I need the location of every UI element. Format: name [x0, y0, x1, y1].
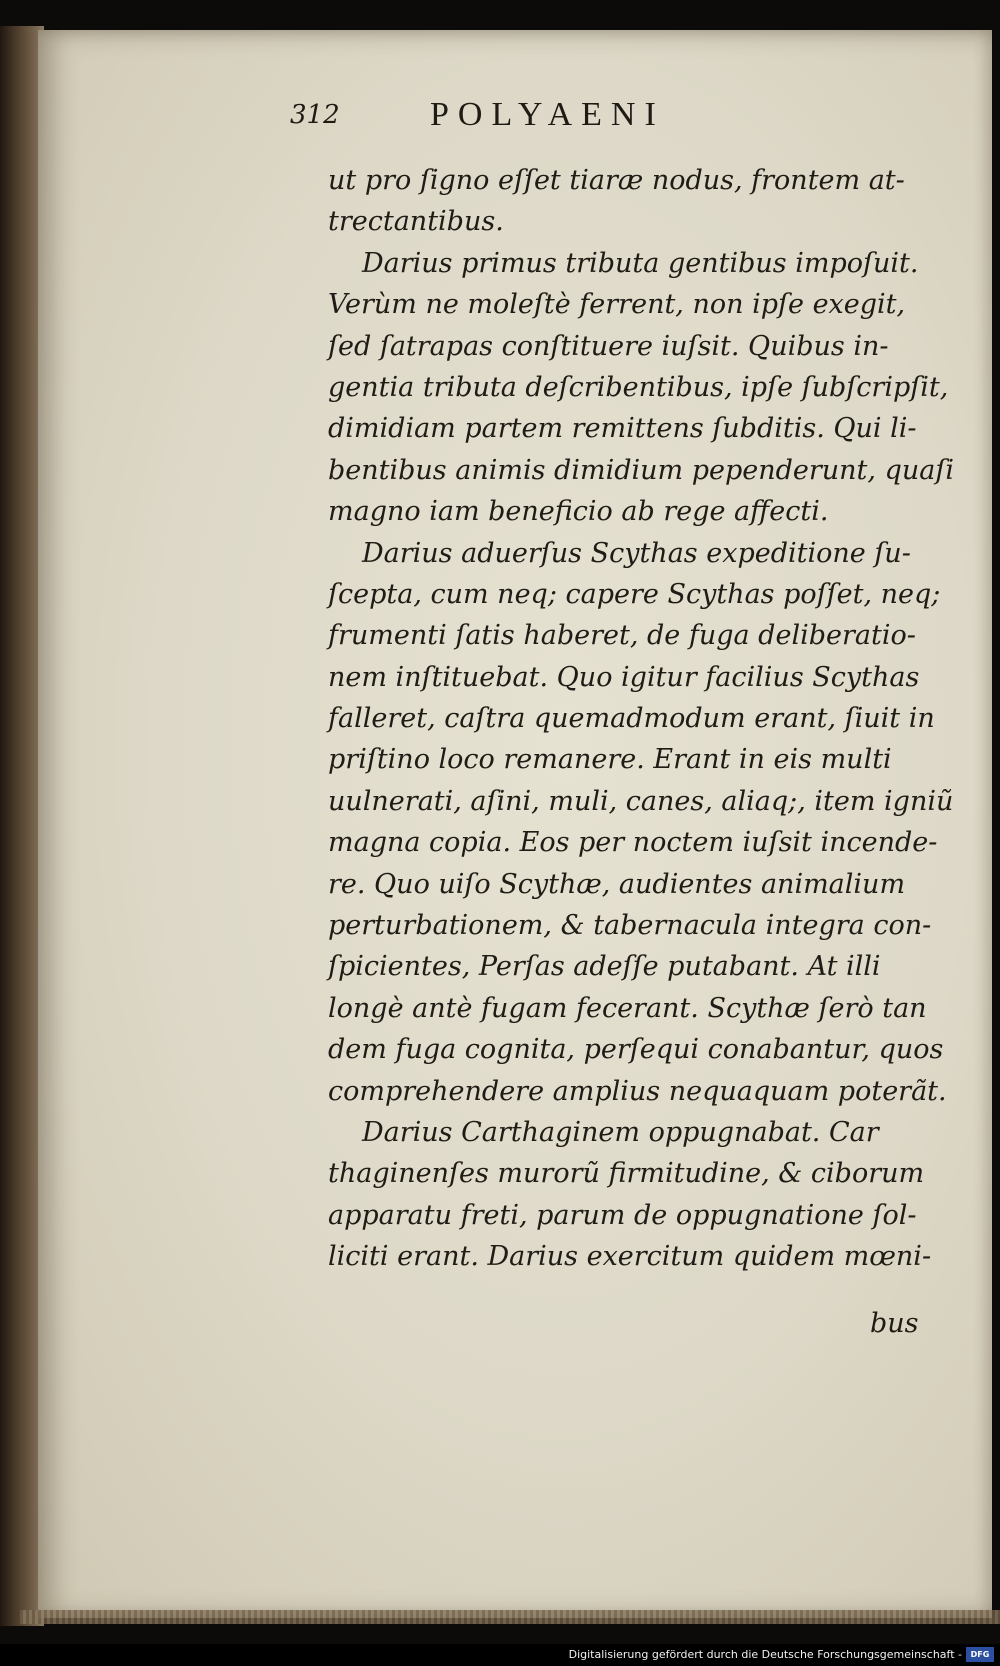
text-line: trectantibus.: [328, 206, 504, 238]
text-line: magna copia. Eos per noctem iuſsit incende-: [328, 827, 938, 859]
text-line: ut pro ſigno eſſet tiaræ nodus, frontem at-: [328, 165, 905, 196]
text-line: gentia tributa deſcribentibus, ipſe ſubſcripſit,: [328, 371, 949, 403]
footer-bar: [0, 1644, 1000, 1666]
text-line: bentibus animis dimidium pependerunt, quaſi: [328, 454, 954, 486]
text-line: re. Quo uiſo Scythæ, audientes animalium: [328, 868, 906, 900]
text-line: apparatu freti, parum de oppugnatione ſol-: [328, 1199, 917, 1231]
text-line: priſtino loco remanere. Erant in eis multi: [328, 744, 892, 776]
running-head: POLYAENI: [430, 96, 665, 133]
digitization-credit: Digitalisierung gefördert durch die Deutsche Forschungsgemeinschaft -: [568, 1648, 962, 1661]
text-line: falleret, caſtra quemadmodum erant, ſiuit in: [328, 703, 935, 735]
text-line: nem inſtituebat. Quo igitur facilius Scythas: [328, 661, 920, 693]
text-line: longè antè fugam fecerant. Scythæ ſerò tan: [328, 992, 927, 1024]
text-line: dimidiam partem remittens ſubditis. Qui li-: [328, 413, 917, 445]
text-line: dem fuga cognita, perſequi conabantur, quos: [328, 1034, 944, 1066]
text-line: thaginenſes murorũ firmitudine, & ciborum: [328, 1158, 925, 1190]
text-line: Verùm ne moleſtè ferrent, non ipſe exegit,: [328, 289, 906, 321]
dfg-logo: DFG: [966, 1647, 994, 1662]
text-line: liciti erant. Darius exercitum quidem mœni-: [328, 1241, 932, 1273]
book-edge-bottom: [20, 1610, 1000, 1624]
catchword: bus: [870, 1308, 919, 1339]
page-header: [290, 92, 750, 144]
page-number: 312: [290, 100, 340, 130]
text-line: perturbationem, & tabernacula integra con-: [328, 910, 932, 942]
text-line: magno iam beneficio ab rege affecti.: [328, 496, 829, 528]
paragraph-start-line: Darius primus tributa gentibus impoſuit.: [362, 247, 919, 279]
text-line: ſpicientes, Perſas adeſſe putabant. At illi: [328, 951, 881, 983]
text-line: ſed ſatrapas conſtituere iuſsit. Quibus in-: [328, 330, 889, 362]
paragraph-start-line: Darius Carthaginem oppugnabat. Car: [362, 1116, 879, 1148]
text-line: ſcepta, cum neq; capere Scythas poſſet, neq;: [328, 578, 941, 610]
paragraph-start-line: Darius aduerſus Scythas expeditione ſu-: [362, 537, 911, 569]
text-line: uulnerati, aſini, muli, canes, aliaq;, item igniũ: [328, 785, 954, 817]
text-block: [328, 160, 954, 1278]
text-line: frumenti ſatis haberet, de fuga deliberatio-: [328, 620, 916, 652]
text-line: comprehendere amplius nequaquam poterãt.: [328, 1075, 947, 1107]
